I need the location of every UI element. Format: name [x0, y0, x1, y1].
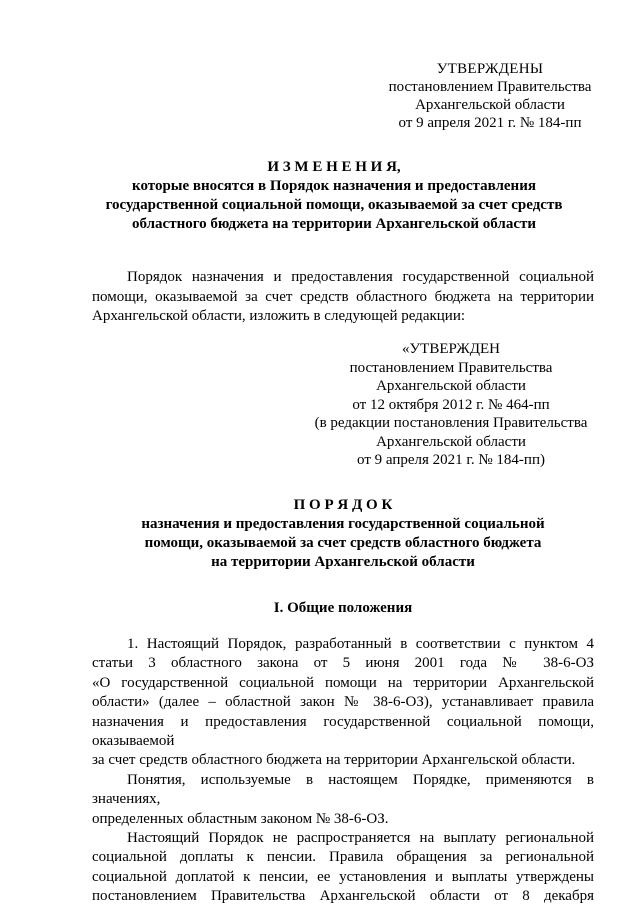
intro-line: Архангельской области, изложить в следующей редакции:	[92, 308, 466, 324]
paragraph-1	[92, 635, 594, 771]
inner-approval-title: «УТВЕРЖДЕН	[402, 341, 500, 357]
order-heading: П О Р Я Д О К	[293, 497, 393, 513]
inner-approval-line: Архангельской области	[376, 378, 526, 394]
text-line: назначения и предоставления государственной социальной помощи, оказываемой	[92, 713, 594, 750]
inner-approval-line: Архангельской области	[376, 433, 526, 450]
changes-heading: И З М Е Н Е Н И Я,	[267, 159, 401, 175]
changes-heading-block	[60, 158, 608, 234]
text-line: статьи 3 областного закона от 5 июня 2001 года № 38-6-ОЗ	[92, 655, 594, 672]
inner-approval-line: постановлением Правительства	[349, 359, 553, 376]
paragraph-3	[92, 829, 594, 907]
text-line: «О государственной социальной помощи на территории Архангельской	[92, 674, 594, 691]
text-line: определенных областным законом № 38-6-ОЗ.	[92, 810, 389, 827]
text-line: Настоящий Порядок не распространяется на выплату региональной	[127, 830, 594, 847]
changes-subtitle-line: которые вносятся в Порядок назначения и предоставления	[132, 178, 536, 194]
changes-subtitle-line: областного бюджета на территории Архангельской области	[132, 216, 536, 232]
order-subtitle-line: назначения и предоставления государственной социальной	[141, 516, 545, 532]
text-line: за счет средств областного бюджета на территории Архангельской области.	[92, 752, 576, 769]
approval-line: постановлением Правительства	[388, 79, 592, 95]
body-text	[92, 635, 594, 907]
text-line: социальной доплатой к пенсии, ее установления и выплаты утверждены	[92, 868, 594, 885]
order-subtitle-line: помощи, оказываемой за счет средств областного бюджета	[144, 535, 542, 551]
intro-line: Порядок назначения и предоставления государственной социальной	[127, 269, 594, 285]
order-heading-block	[92, 496, 594, 572]
intro-paragraph	[92, 268, 594, 327]
changes-subtitle-line: государственной социальной помощи, оказываемой за счет средств	[105, 197, 563, 213]
approval-stamp	[370, 60, 610, 132]
section-title: I. Общие положения	[273, 600, 413, 616]
text-line: Понятия, используемые в настоящем Порядке, применяются в значениях,	[92, 771, 594, 808]
approval-title: УТВЕРЖДЕНЫ	[436, 61, 544, 77]
text-line: области» (далее – областной закон № 38-6-ОЗ), устанавливает правила	[92, 694, 594, 711]
inner-approval-stamp	[306, 340, 596, 470]
text-line: постановлением Правительства Архангельской области от 8 декабря	[92, 888, 594, 905]
order-subtitle-line: на территории Архангельской области	[211, 554, 475, 570]
approval-date: от 9 апреля 2021 г. № 184-пп	[398, 115, 582, 131]
text-line: 1. Настоящий Порядок, разработанный в соответствии с пунктом 4	[127, 636, 594, 652]
paragraph-2	[92, 771, 594, 829]
inner-approval-date: от 9 апреля 2021 г. № 184-пп)	[357, 452, 545, 468]
approval-line: Архангельской области	[415, 97, 565, 113]
text-line: социальной доплаты к пенсии. Правила обращения за региональной	[92, 849, 594, 866]
inner-approval-line: (в редакции постановления Правительства	[314, 415, 588, 431]
intro-line: помощи, оказываемой за счет средств областного бюджета на территории	[92, 288, 594, 305]
inner-approval-date: от 12 октября 2012 г. № 464-пп	[352, 396, 550, 413]
